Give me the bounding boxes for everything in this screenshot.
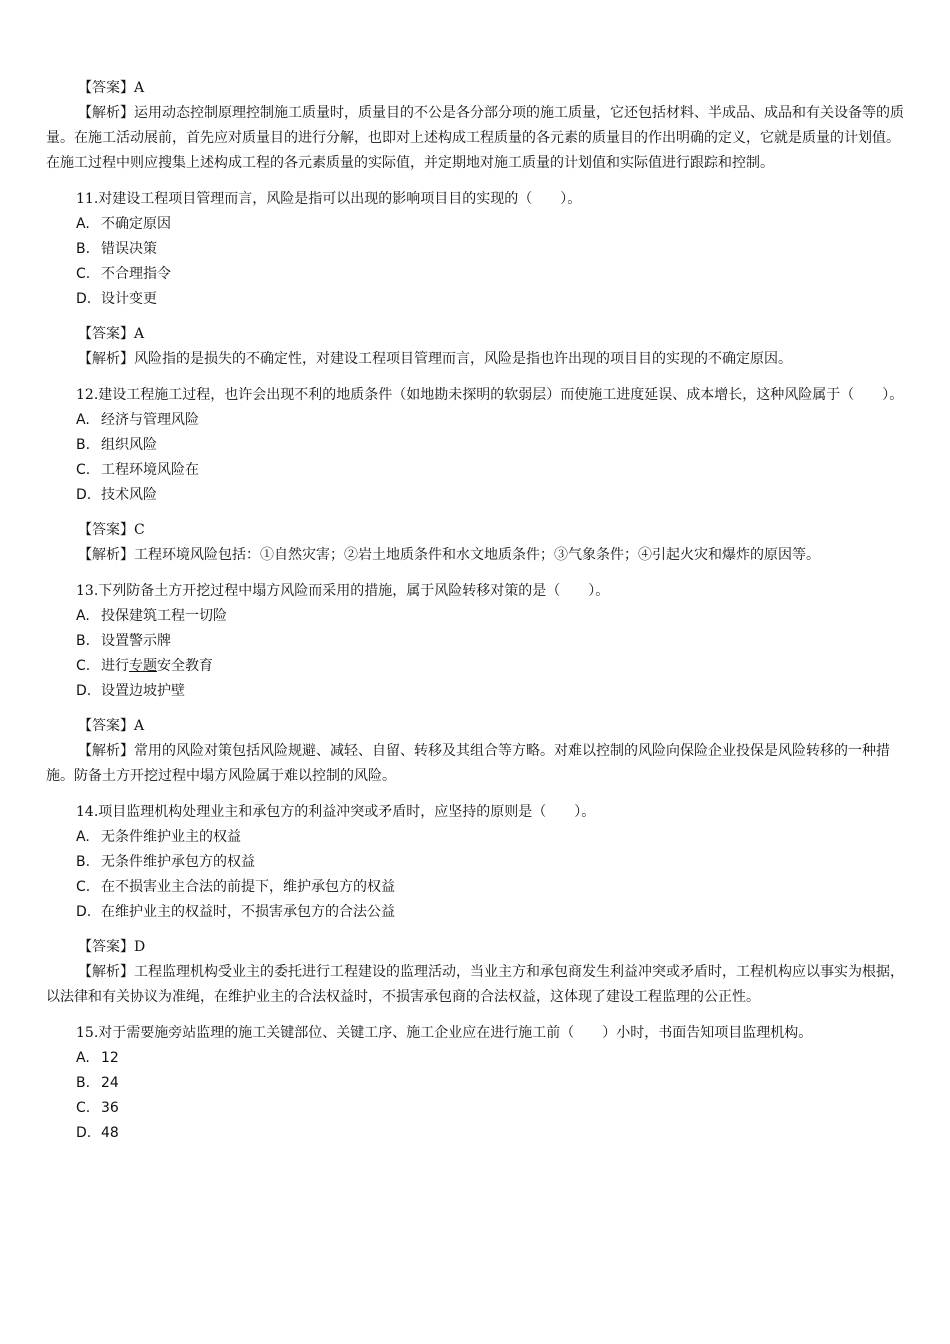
explanation-text: 【解析】工程监理机构受业主的委托进行工程建设的监理活动，当业主方和承包商发生利益冲突或矛盾时，工程机构应以事实为根据，以法律和有关协议为准绳，在维护业主的合法权益时，不损害承包商的合法权益，这体现了建设工程监理的公正性。 bbox=[46, 964, 904, 1005]
question-15-options bbox=[46, 1046, 904, 1146]
explanation-text: 【解析】常用的风险对策包括风险规避、减轻、自留、转移及其组合等方略。对难以控制的风险向保险企业投保是风险转移的一种措施。防备土方开挖过程中塌方风险属于难以控制的风险。 bbox=[46, 743, 890, 784]
option-c: C. 在不损害业主合法的前提下，维护承包方的权益 bbox=[76, 879, 395, 895]
question-13-options bbox=[46, 604, 904, 704]
option-a: A. 无条件维护业主的权益 bbox=[76, 829, 241, 845]
answer-label: 【答案】A bbox=[78, 326, 145, 342]
answer-label: 【答案】A bbox=[78, 80, 145, 96]
option-b: B. 24 bbox=[76, 1075, 119, 1091]
question-14-options bbox=[46, 825, 904, 925]
underlined-term: 专题 bbox=[129, 658, 157, 674]
option-d: D. 设置边坡护壁 bbox=[76, 683, 185, 699]
option-b: B. 组织风险 bbox=[76, 437, 157, 453]
option-a: A. 经济与管理风险 bbox=[76, 412, 199, 428]
question-11-stem: 11.对建设工程项目管理而言，风险是指可以出现的影响项目目的实现的（ ）。 bbox=[76, 191, 582, 207]
option-a: A. 12 bbox=[76, 1050, 119, 1066]
option-d: D. 在维护业主的权益时，不损害承包方的合法公益 bbox=[76, 904, 395, 920]
answer-block-14 bbox=[46, 935, 904, 1010]
option-b: B. 无条件维护承包方的权益 bbox=[76, 854, 255, 870]
option-b: B. 错误决策 bbox=[76, 241, 157, 257]
question-12-stem: 12.建设工程施工过程，也许会出现不利的地质条件（如地勘未探明的软弱层）而使施工进度延误、成本增长，这种风险属于（ ）。 bbox=[76, 387, 904, 403]
explanation-text: 【解析】运用动态控制原理控制施工质量时，质量目的不公是各分部分项的施工质量，它还包括材料、半成品、成品和有关设备等的质量。在施工活动展前，首先应对质量目的进行分解，也即对上述构成工程质量的各元素的质量目的作出明确的定义，它就是质量的计划值。在施工过程中则应搜集上述构成工程的各元素质量的实际值，并定期地对施工质量的计划值和实际值进行跟踪和控制。 bbox=[46, 105, 904, 171]
option-c: C. 不合理指令 bbox=[76, 266, 171, 282]
answer-block-13 bbox=[46, 714, 904, 789]
question-15-stem: 15.对于需要施旁站监理的施工关键部位、关键工序、施工企业应在进行施工前（ ）小时，书面告知项目监理机构。 bbox=[76, 1025, 813, 1041]
option-d: D. 48 bbox=[76, 1125, 119, 1141]
answer-block-12 bbox=[46, 518, 904, 568]
answer-label: 【答案】A bbox=[78, 718, 145, 734]
option-c: C. 36 bbox=[76, 1100, 119, 1116]
option-b: B. 设置警示牌 bbox=[76, 633, 171, 649]
answer-label: 【答案】D bbox=[78, 939, 146, 955]
question-14-stem: 14.项目监理机构处理业主和承包方的利益冲突或矛盾时，应坚持的原则是（ ）。 bbox=[76, 804, 596, 820]
option-d: D. 技术风险 bbox=[76, 487, 157, 503]
question-12-options bbox=[46, 408, 904, 508]
option-a: A. 投保建筑工程一切险 bbox=[76, 608, 227, 624]
option-c: C. 进行专题安全教育 bbox=[76, 658, 213, 674]
answer-block-11 bbox=[46, 322, 904, 372]
question-11-options bbox=[46, 212, 904, 312]
option-a: A. 不确定原因 bbox=[76, 216, 171, 232]
answer-label: 【答案】C bbox=[78, 522, 145, 538]
question-13-stem: 13.下列防备土方开挖过程中塌方风险而采用的措施，属于风险转移对策的是（ ）。 bbox=[76, 583, 610, 599]
option-c: C. 工程环境风险在 bbox=[76, 462, 199, 478]
option-d: D. 设计变更 bbox=[76, 291, 157, 307]
explanation-text: 【解析】工程环境风险包括：①自然灾害；②岩土地质条件和水文地质条件；③气象条件；④引起火灾和爆炸的原因等。 bbox=[78, 547, 820, 563]
answer-block-10 bbox=[46, 76, 904, 176]
explanation-text: 【解析】风险指的是损失的不确定性，对建设工程项目管理而言，风险是指也许出现的项目目的实现的不确定原因。 bbox=[78, 351, 792, 367]
